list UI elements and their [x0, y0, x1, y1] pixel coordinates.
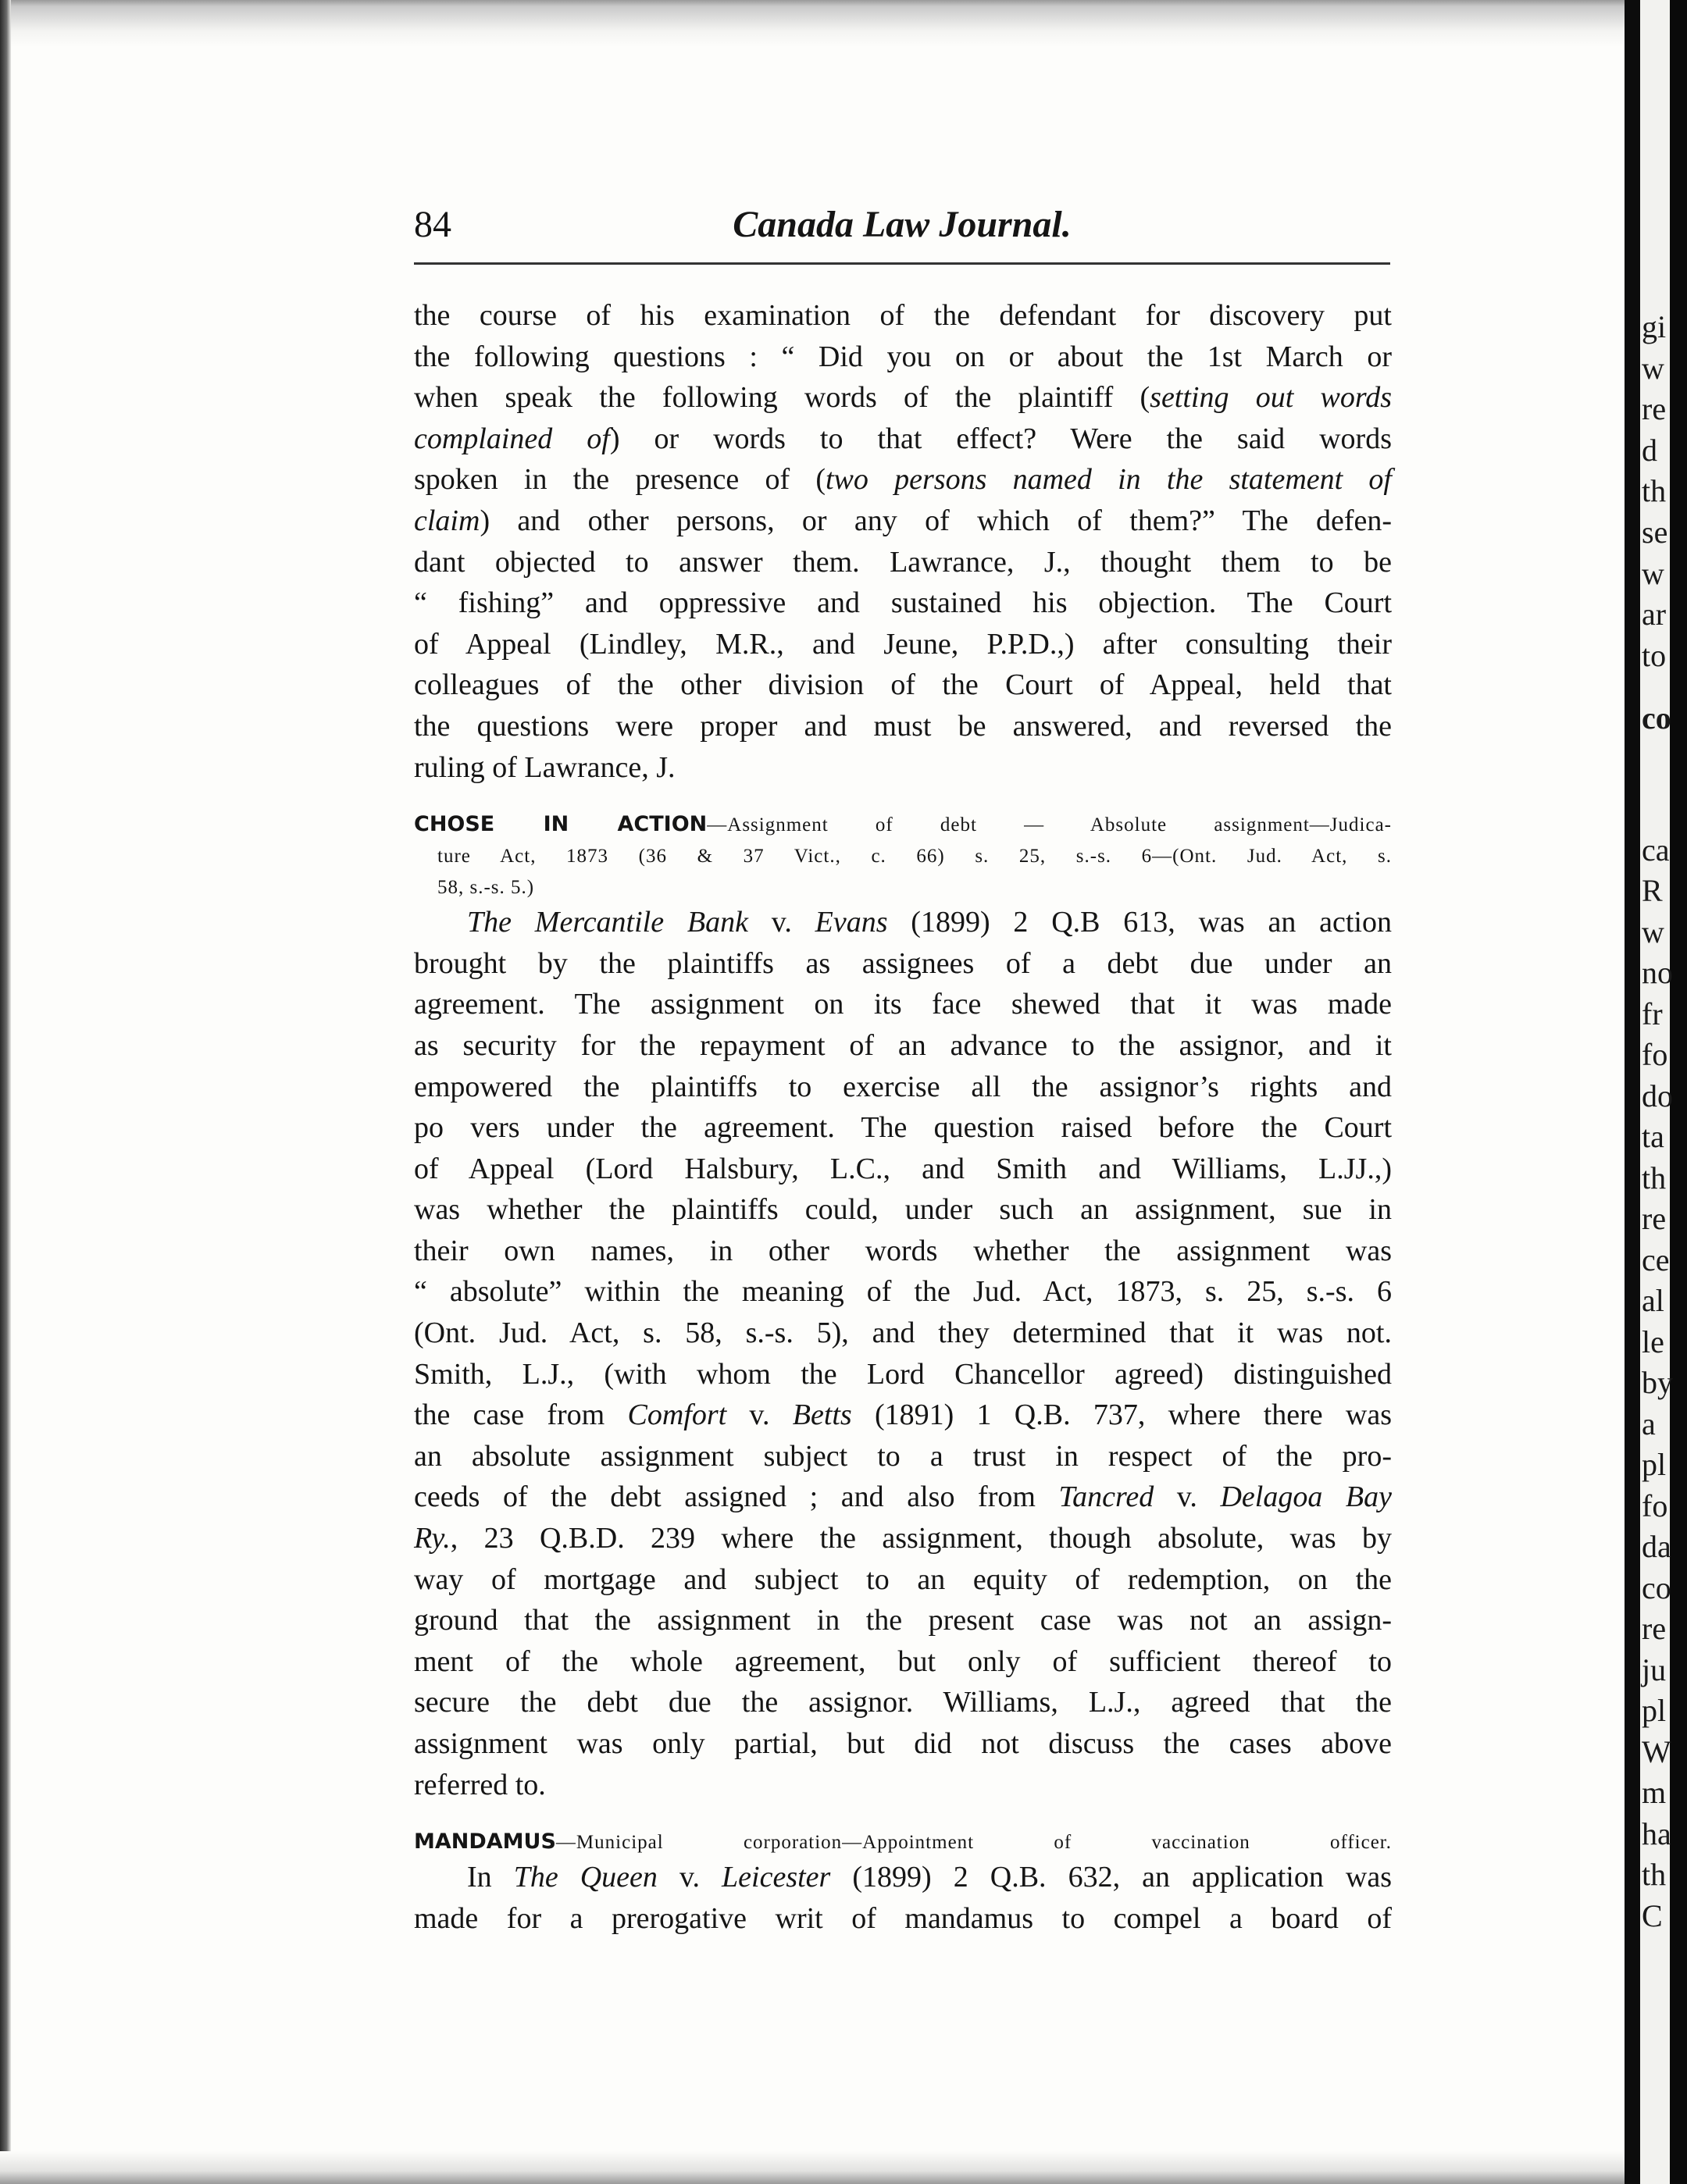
facing-page-fragment: pl — [1642, 1447, 1667, 1482]
facing-page-fragment: d — [1642, 433, 1657, 468]
page-number: 84 — [414, 204, 451, 245]
facing-page-fragment: ha — [1642, 1816, 1671, 1851]
facing-page-fragment: le — [1642, 1324, 1664, 1359]
facing-page-edge — [1640, 0, 1687, 2184]
facing-page-fragment: gi — [1642, 309, 1667, 344]
text-line: of Appeal (Lindley, M.R., and Jeune, P.P.D.,) after consulting their — [414, 627, 1392, 661]
text-line: ruling of Lawrance, J. — [414, 750, 676, 784]
facing-page-fragment: W — [1642, 1734, 1671, 1769]
section-heading-line: 58, s.-s. 5.) — [437, 877, 535, 899]
text-line: colleagues of the other division of the Court of Appeal, held that — [414, 668, 1392, 702]
text-line: brought by the plaintiffs as assignees of a debt due under an — [414, 946, 1392, 980]
text-line: the case from Comfort v. Betts (1891) 1 Q.B. 737, where there was — [414, 1398, 1392, 1432]
facing-page-fragment: w — [1642, 556, 1664, 591]
facing-page-fragment: C — [1642, 1898, 1663, 1933]
text-line: spoken in the presence of (two persons named in the statement of — [414, 463, 1392, 497]
text-line: Smith, L.J., (with whom the Lord Chancellor agreed) distinguished — [414, 1357, 1392, 1391]
facing-page-fragment: th — [1642, 1160, 1667, 1195]
text-line: po vers under the agreement. The question raised before the Court — [414, 1111, 1392, 1145]
text-line: the course of his examination of the defendant for discovery put — [414, 299, 1392, 332]
text-line: assignment was only partial, but did not discuss the cases above — [414, 1727, 1392, 1760]
text-line: “ absolute” within the meaning of the Jud. Act, 1873, s. 25, s.-s. 6 — [414, 1275, 1392, 1309]
section-heading-mandamus: MANDAMUS—Municipal corporation—Appointment of vaccination officer. — [414, 1830, 1392, 1854]
text-line: The Mercantile Bank v. Evans (1899) 2 Q.B 613, was an action — [467, 906, 1392, 939]
facing-page-fragment: R — [1642, 873, 1663, 908]
text-line: ground that the assignment in the present case was not an assign- — [414, 1604, 1392, 1637]
facing-page-fragment: se — [1642, 515, 1668, 550]
facing-page-fragment: ca — [1642, 832, 1670, 868]
facing-page-fragment: co — [1642, 700, 1671, 736]
text-line: Ry., 23 Q.B.D. 239 where the assignment, though absolute, was by — [414, 1522, 1392, 1555]
facing-page-fragment: by — [1642, 1365, 1673, 1400]
scan-shadow-top — [0, 0, 1625, 47]
facing-page-fragment: re — [1642, 1201, 1667, 1236]
text-line: when speak the following words of the plaintiff (setting out words — [414, 381, 1392, 415]
facing-page-fragment: w — [1642, 351, 1664, 386]
text-line: the questions were proper and must be answered, and reversed the — [414, 709, 1392, 743]
section-heading-chose-in-action: CHOSE IN ACTION—Assignment of debt — Absolute assignment—Judica- — [414, 812, 1392, 837]
facing-page-fragment: a — [1642, 1406, 1656, 1441]
text-line: their own names, in other words whether the assignment was — [414, 1234, 1392, 1267]
text-line: In The Queen v. Leicester (1899) 2 Q.B. 632, an application was — [467, 1861, 1392, 1894]
article-body — [414, 295, 1392, 1939]
text-line: agreement. The assignment on its face shewed that it was made — [414, 988, 1392, 1021]
scan-shadow-left — [0, 0, 11, 2184]
text-line: (Ont. Jud. Act, s. 58, s.-s. 5), and they determined that it was not. — [414, 1316, 1392, 1350]
facing-page-fragment: w — [1642, 914, 1664, 949]
text-line: made for a prerogative writ of mandamus to compel a board of — [414, 1901, 1392, 1935]
header-rule — [414, 262, 1390, 265]
text-line: empowered the plaintiffs to exercise all the assignor’s rights and — [414, 1070, 1392, 1103]
facing-page-fragment: ju — [1642, 1652, 1667, 1687]
section-heading-line: ture Act, 1873 (36 & 37 Vict., c. 66) s. 25, s.-s. 6—(Ont. Jud. Act, s. — [437, 846, 1392, 868]
facing-page-fragment: fo — [1642, 1488, 1668, 1523]
text-line: an absolute assignment subject to a trust in respect of the pro- — [414, 1439, 1392, 1473]
text-line: claim) and other persons, or any of which of them?” The defen- — [414, 504, 1392, 537]
text-line: the following questions : “ Did you on or about the 1st March or — [414, 340, 1392, 373]
text-line: complained of) or words to that effect? Were the said words — [414, 422, 1392, 455]
scan-shadow-bottom — [0, 2151, 1632, 2184]
facing-page-fragment: pl — [1642, 1693, 1667, 1728]
running-title: Canada Law Journal. — [733, 204, 1072, 245]
facing-page-fragment: no — [1642, 955, 1673, 990]
text-line: “ fishing” and oppressive and sustained his objection. The Court — [414, 586, 1392, 620]
page-header — [414, 203, 1390, 265]
facing-page-fragment: fr — [1642, 996, 1663, 1031]
facing-page-fragment: re — [1642, 1611, 1667, 1646]
text-line: ment of the whole agreement, but only of sufficient thereof to — [414, 1644, 1392, 1678]
facing-page-fragment: ce — [1642, 1242, 1670, 1277]
facing-page-fragment: to — [1642, 638, 1667, 673]
text-line: as security for the repayment of an advance to the assignor, and it — [414, 1028, 1392, 1062]
facing-page-fragment: do — [1642, 1078, 1673, 1113]
facing-page-fragment: fo — [1642, 1037, 1668, 1072]
facing-page-fragment: re — [1642, 391, 1667, 426]
text-line: of Appeal (Lord Halsbury, L.C., and Smith and Williams, L.JJ.,) — [414, 1152, 1392, 1185]
text-line: ceeds of the debt assigned ; and also from Tancred v. Delagoa Bay — [414, 1480, 1392, 1514]
facing-page-fragment: co — [1642, 1570, 1671, 1605]
book-spine — [1625, 0, 1640, 2184]
facing-page-fragment: ta — [1642, 1119, 1664, 1154]
facing-page-fragment: th — [1642, 1857, 1667, 1892]
text-line: referred to. — [414, 1768, 546, 1801]
facing-page-fragment: m — [1642, 1775, 1667, 1810]
text-line: was whether the plaintiffs could, under such an assignment, sue in — [414, 1193, 1392, 1227]
text-line: way of mortgage and subject to an equity of redemption, on the — [414, 1562, 1392, 1596]
facing-page-fragment: da — [1642, 1529, 1671, 1564]
text-line: secure the debt due the assignor. Williams, L.J., agreed that the — [414, 1686, 1392, 1719]
facing-page-fragment: al — [1642, 1283, 1664, 1318]
text-line: dant objected to answer them. Lawrance, J., thought them to be — [414, 545, 1392, 579]
facing-page-fragment: ar — [1642, 597, 1667, 632]
facing-page-fragment: th — [1642, 473, 1667, 508]
